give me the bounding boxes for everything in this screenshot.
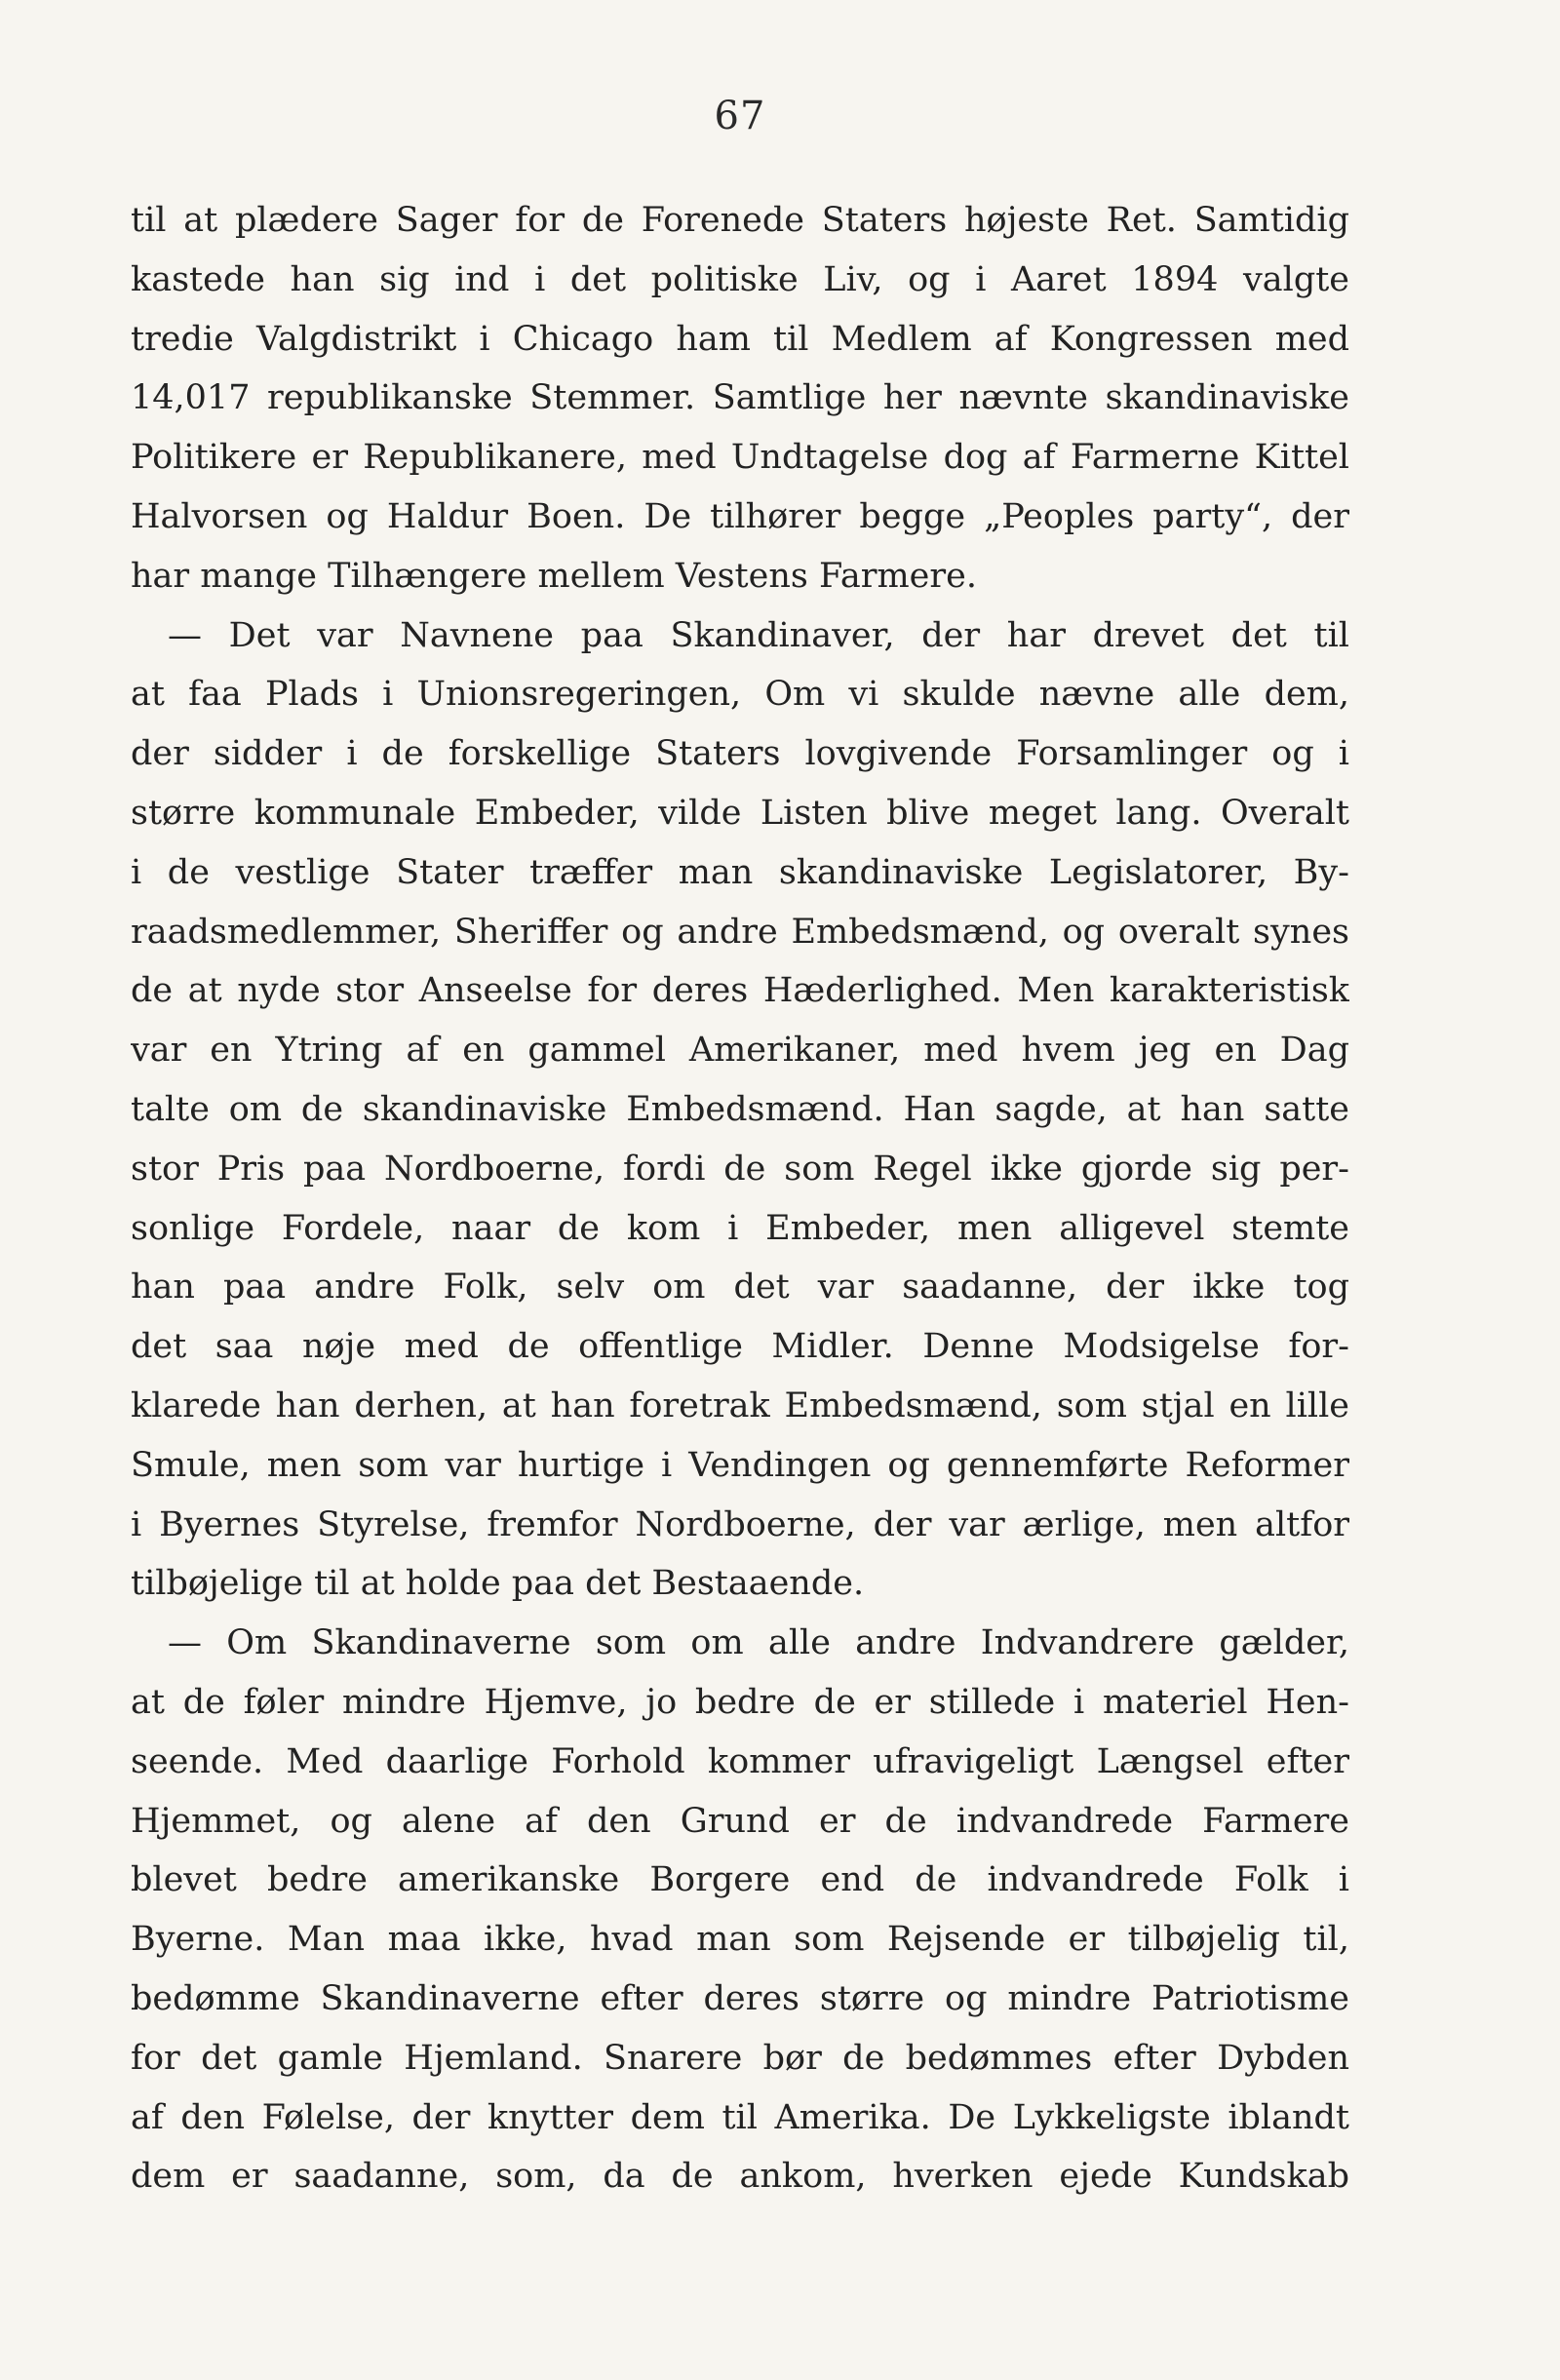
text-line: sonlige Fordele, naar de kom i Embeder, men alligevel stemte xyxy=(131,1208,1349,1248)
text-line: har mange Tilhængere mellem Vestens Farmere. xyxy=(131,556,977,596)
text-line: til at plædere Sager for de Forenede Staters højeste Ret. Samtidig xyxy=(131,201,1349,240)
text-line: i Byernes Styrelse, fremfor Nordboerne, der var ærlige, men altfor xyxy=(131,1504,1349,1544)
text-line: Hjemmet, og alene af den Grund er de indvandrede Farmere xyxy=(131,1801,1349,1841)
text-line: Halvorsen og Haldur Boen. De tilhører begge „Peoples party“, der xyxy=(131,496,1349,536)
text-line: klarede han derhen, at han foretrak Embedsmænd, som stjal en lille xyxy=(131,1385,1349,1425)
page-number: 67 xyxy=(714,94,766,138)
text-line: kastede han sig ind i det politiske Liv, og i Aaret 1894 valgte xyxy=(131,259,1349,299)
text-line: at de føler mindre Hjemve, jo bedre de er stillede i materiel Hen- xyxy=(131,1682,1349,1722)
text-line: i de vestlige Stater træffer man skandinaviske Legislatorer, By- xyxy=(131,852,1349,892)
text-line: bedømme Skandinaverne efter deres større og mindre Patriotisme xyxy=(131,1978,1349,2018)
text-line: Byerne. Man maa ikke, hvad man som Rejsende er tilbøjelig til, xyxy=(131,1920,1349,1960)
text-line: stor Pris paa Nordboerne, fordi de som Regel ikke gjorde sig per- xyxy=(131,1149,1349,1189)
text-line: — Det var Navnene paa Skandinaver, der har drevet det til xyxy=(168,615,1349,655)
body-text xyxy=(131,191,1349,2206)
text-line: af den Følelse, der knytter dem til Amerika. De Lykkeligste iblandt xyxy=(131,2097,1349,2137)
text-line: større kommunale Embeder, vilde Listen blive meget lang. Overalt xyxy=(131,793,1349,833)
text-line: — Om Skandinaverne som om alle andre Indvandrere gælder, xyxy=(168,1623,1349,1663)
text-line: det saa nøje med de offentlige Midler. Denne Modsigelse for- xyxy=(131,1327,1349,1367)
text-line: han paa andre Folk, selv om det var saadanne, der ikke tog xyxy=(131,1268,1349,1307)
text-line: de at nyde stor Anseelse for deres Hæderlighed. Men karakteristisk xyxy=(131,971,1349,1011)
text-line: dem er saadanne, som, da de ankom, hverken ejede Kundskab xyxy=(131,2157,1349,2197)
text-line: der sidder i de forskellige Staters lovgivende Forsamlinger og i xyxy=(131,734,1349,774)
text-line: var en Ytring af en gammel Amerikaner, med hvem jeg en Dag xyxy=(131,1031,1349,1071)
text-line: raadsmedlemmer, Sheriffer og andre Embedsmænd, og overalt synes xyxy=(131,912,1349,952)
text-line: at faa Plads i Unionsregeringen, Om vi skulde nævne alle dem, xyxy=(131,675,1349,715)
text-line: 14,017 republikanske Stemmer. Samtlige her nævnte skandinaviske xyxy=(131,378,1349,418)
text-line: tilbøjelige til at holde paa det Bestaaende. xyxy=(131,1564,865,1604)
text-line: Politikere er Republikanere, med Undtagelse dog af Farmerne Kittel xyxy=(131,438,1349,478)
text-line: tredie Valgdistrikt i Chicago ham til Medlem af Kongressen med xyxy=(131,319,1349,359)
text-line: blevet bedre amerikanske Borgere end de indvandrede Folk i xyxy=(131,1860,1349,1900)
text-line: talte om de skandinaviske Embedsmænd. Han sagde, at han satte xyxy=(131,1089,1349,1129)
text-line: seende. Med daarlige Forhold kommer ufravigeligt Længsel efter xyxy=(131,1741,1349,1781)
text-line: Smule, men som var hurtige i Vendingen og gennemførte Reformer xyxy=(131,1445,1349,1485)
text-line: for det gamle Hjemland. Snarere bør de bedømmes efter Dybden xyxy=(131,2038,1349,2078)
